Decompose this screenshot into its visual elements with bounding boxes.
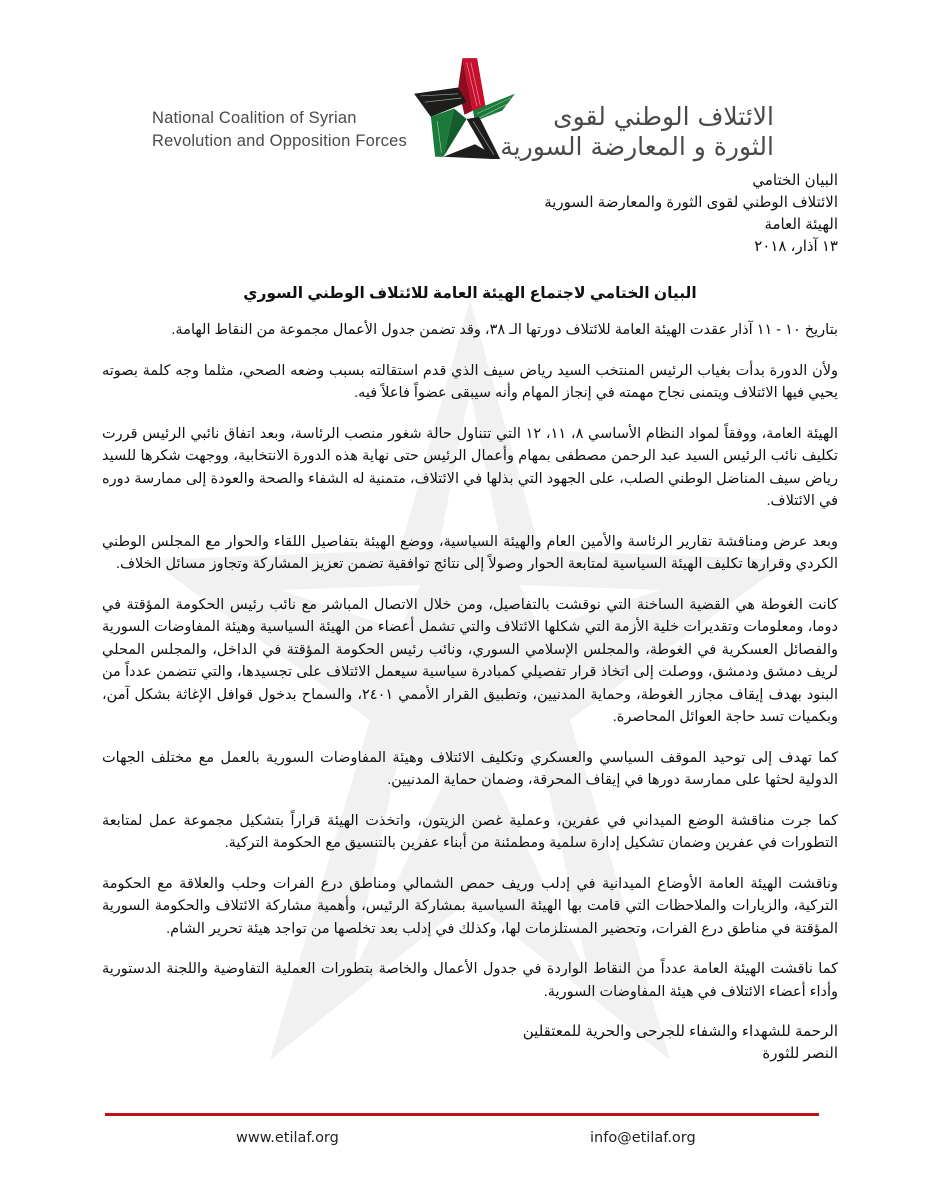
- paragraph: كانت الغوطة هي القضية الساخنة التي نوقشت بالتفاصيل، ومن خلال الاتصال المباشر مع نائب رئيس الحكومة المؤقتة في دوما، ومعلومات وتقديرات خلية الأزمة التي شكلها الائتلاف والتي تشمل أعضاء من الهيئة السياسية وهيئة المفاوضات السورية والفصائل العسكرية في الغوطة، والمجلس الإسلامي السوري، ونائب رئيس الحكومة المؤقتة في الداخل، والمجلس المحلي لريف دمشق ودمشق، ووصلت إلى اتخاذ قرار تفصيلي كمبادرة سياسية سيعمل الائتلاف على تجسيدها، والتي تتضمن عدداً من البنود بهدف إيقاف مجازر الغوطة، وحماية المدنيين، وتطبيق القرار الأممي ٢٤٠١، والسماح بدخول قوافل الإغاثة بشكل آمن، وبكميات تسد حاجة العوائل المحاصرة.: [102, 596, 838, 725]
- footer-divider: [105, 1113, 819, 1116]
- paragraph: وبعد عرض ومناقشة تقارير الرئاسة والأمين العام والهيئة السياسية، ووضع الهيئة بتفاصيل اللقاء والحوار مع المجلس الوطني الكردي وقرارها تكليف الهيئة السياسية لمتابعة الحوار وصولاً إلى نتائج توافقية تضمن تعزيز المشاركة وتجاوز مسائل الخلاف.: [102, 533, 838, 572]
- document-title: البيان الختامي لاجتماع الهيئة العامة للائتلاف الوطني السوري: [243, 285, 697, 302]
- org-name-ar-line2: الثورة و المعارضة السورية: [500, 132, 774, 161]
- paragraph: كما جرت مناقشة الوضع الميداني في عفرين، وعملية غصن الزيتون، واتخذت الهيئة قراراً بتشكيل مجموعة عمل لمتابعة التطورات في عفرين وضمان تشكيل إدارة سلمية ومطمئنة من أبناء عفرين بالتنسيق مع الحكومة التركية.: [102, 812, 838, 851]
- org-name-english: [152, 107, 407, 153]
- letterhead: [0, 50, 926, 170]
- footer-website-link[interactable]: www.etilaf.org: [236, 1130, 339, 1146]
- org-name-ar-line1: الائتلاف الوطني لقوى: [553, 102, 774, 131]
- meta-date: ١٣ آذار، ٢٠١٨: [754, 238, 838, 255]
- org-name-en-line2: Revolution and Opposition Forces: [152, 132, 407, 150]
- meta-heading: البيان الختامي: [752, 172, 838, 189]
- paragraph: ولأن الدورة بدأت بغياب الرئيس المنتخب السيد رياض سيف الذي قدم استقالته بسبب وضعه الصحي، مثلما وجه كلمة بصوته يحيي فيها الائتلاف ويتمنى نجاح مهمته في إنجاز المهام وأنه سيبقى عضواً فاعلاً فيه.: [102, 362, 838, 401]
- org-name-arabic: [500, 102, 774, 162]
- document-meta: [102, 170, 838, 258]
- document-body: [102, 170, 838, 1065]
- meta-body: الهيئة العامة: [764, 216, 838, 233]
- paragraph: بتاريخ ١٠ - ١١ آذار عقدت الهيئة العامة للائتلاف دورتها الـ ٣٨، وقد تضمن جدول الأعمال مجموعة من النقاط الهامة.: [171, 322, 838, 338]
- closing-line1: الرحمة للشهداء والشفاء للجرحى والحرية للمعتقلين: [522, 1023, 838, 1040]
- paragraph: الهيئة العامة، ووفقاً لمواد النظام الأساسي ٨، ١١، ١٢ التي تتناول حالة شغور منصب الرئاسة، وبعد اتفاق نائبي الرئيس قررت تكليف نائب الرئيس السيد عبد الرحمن مصطفى بمهام وأعمال الرئيس حتى نهاية هذه الدورة الانتخابية، ووجهت شكرها للسيد رياض سيف المناضل الوطني الصلب، على الجهود التي بذلها في الائتلاف، متمنية له الشفاء والصحة والعودة إلى ممارسة دوره في الائتلاف.: [102, 425, 838, 509]
- closing-salutation: [102, 1021, 838, 1065]
- footer-email-link[interactable]: info@etilaf.org: [590, 1130, 696, 1146]
- paragraph: كما تهدف إلى توحيد الموقف السياسي والعسكري وتكليف الائتلاف وهيئة المفاوضات السورية بالعمل مع مختلف الجهات الدولية لحثها على ممارسة دورها في إيقاف المحرقة، وضمان حماية المدنيين.: [102, 749, 838, 788]
- meta-org: الائتلاف الوطني لقوى الثورة والمعارضة السورية: [544, 194, 838, 211]
- paragraph: كما ناقشت الهيئة العامة عدداً من النقاط الواردة في جدول الأعمال والخاصة بتطورات العملية التفاوضية واللجنة الدستورية وأداء أعضاء الائتلاف في هيئة المفاوضات السورية.: [102, 961, 838, 1000]
- closing-line2: النصر للثورة: [762, 1045, 838, 1062]
- paragraph: وناقشت الهيئة العامة الأوضاع الميدانية في إدلب وريف حمص الشمالي ومناطق درع الفرات وحلب والعلاقة مع الحكومة التركية، والزيارات والملاحظات التي قامت بها الهيئة السياسية بمشاركة الرئيس، وأهمية مشاركة الائتلاف والحكومة السورية المؤقتة في مناطق درع الفرات، وتحضير المستلزمات لها، وكذلك في إدلب بعد تخلصها من تواجد هيئة تحرير الشام.: [102, 875, 838, 937]
- org-name-en-line1: National Coalition of Syrian: [152, 109, 357, 127]
